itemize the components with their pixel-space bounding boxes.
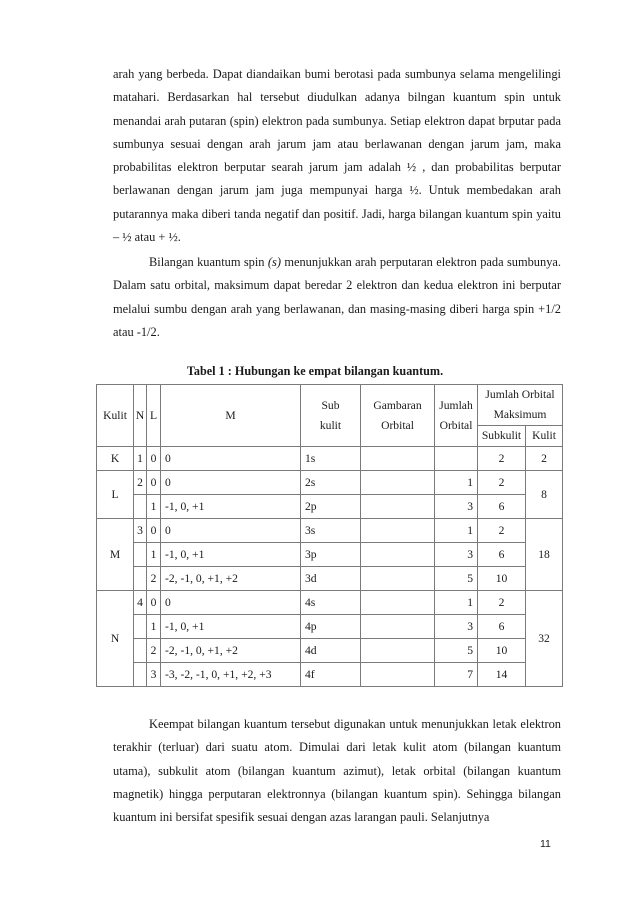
table-row	[97, 567, 563, 591]
cell-subkulit: 4f	[301, 663, 361, 687]
cell-l: 2	[147, 639, 161, 663]
header-gambaran-orbital: Gambaran Orbital	[361, 385, 435, 447]
cell-gambaran	[361, 567, 435, 591]
page-number: 11	[540, 838, 551, 850]
cell-n	[134, 663, 147, 687]
cell-max-kulit: 2	[526, 447, 563, 471]
cell-max-kulit: 32	[526, 591, 563, 687]
quantum-numbers-table	[96, 384, 563, 687]
cell-gambaran	[361, 591, 435, 615]
cell-gambaran	[361, 447, 435, 471]
cell-jumlah-orbital: 5	[435, 567, 478, 591]
cell-max-subkulit: 6	[478, 615, 526, 639]
cell-gambaran	[361, 495, 435, 519]
cell-subkulit: 4d	[301, 639, 361, 663]
cell-gambaran	[361, 615, 435, 639]
header-l: L	[147, 385, 161, 447]
cell-jumlah-orbital: 3	[435, 615, 478, 639]
cell-l: 2	[147, 567, 161, 591]
cell-l: 3	[147, 663, 161, 687]
cell-gambaran	[361, 663, 435, 687]
cell-m: -2, -1, 0, +1, +2	[161, 639, 301, 663]
paragraph-spin-intro: arah yang berbeda. Dapat diandaikan bumi berotasi pada sumbunya selama mengelilingi matahari. Berdasarkan hal tersebut diudulkan adanya bilngan kuantum spin untuk menandai arah putaran (spin) elektron pada sumbunya. Setiap elektron dapat brputar pada sumbunya sesuai dengan arah jarum jam atau berlawanan dengan jarum jam, maka probabilitas elektron berputar searah jarum jam adalah ½ , dan probabilitas berputar berlawanan dengan jarum jam juga mempunyai harga ½. Untuk membedakan arah putarannya maka diberi tanda negatif dan positif. Jadi, harga bilangan kuantum spin yaitu – ½ atau + ½.	[113, 67, 561, 245]
paragraph-quantum-summary: Keempat bilangan kuantum tersebut digunakan untuk menunjukkan letak elektron terakhir (terluar) dari suatu atom. Dimulai dari letak kulit atom (bilangan kuantum utama), subkulit atom (bilangan kuantum azimut), letak orbital (bilangan kuantum magnetik) hingga perputaran elektronnya (bilangan kuantum spin). Sehingga bilangan kuantum ini bersifat spesifik sesuai dengan azas larangan pauli. Selanjutnya	[113, 717, 561, 825]
cell-m: -1, 0, +1	[161, 543, 301, 567]
cell-max-subkulit: 6	[478, 543, 526, 567]
table-row	[97, 591, 563, 615]
header-m: M	[161, 385, 301, 447]
cell-n	[134, 543, 147, 567]
cell-jumlah-orbital: 1	[435, 591, 478, 615]
cell-l: 0	[147, 471, 161, 495]
cell-jumlah-orbital: 1	[435, 519, 478, 543]
header-subkulit: Subkulit	[478, 426, 526, 447]
cell-max-subkulit: 2	[478, 519, 526, 543]
cell-n	[134, 615, 147, 639]
cell-m: -1, 0, +1	[161, 495, 301, 519]
cell-subkulit: 1s	[301, 447, 361, 471]
shell-name: K	[97, 447, 134, 471]
header-n: N	[134, 385, 147, 447]
cell-l: 0	[147, 447, 161, 471]
shell-name: L	[97, 471, 134, 519]
cell-gambaran	[361, 639, 435, 663]
cell-l: 0	[147, 591, 161, 615]
cell-m: -1, 0, +1	[161, 615, 301, 639]
cell-n: 4	[134, 591, 147, 615]
cell-l: 1	[147, 543, 161, 567]
shell-name: M	[97, 519, 134, 591]
table-row	[97, 495, 563, 519]
cell-max-kulit: 8	[526, 471, 563, 519]
table-row	[97, 663, 563, 687]
cell-m: -2, -1, 0, +1, +2	[161, 567, 301, 591]
cell-subkulit: 4s	[301, 591, 361, 615]
cell-subkulit: 2s	[301, 471, 361, 495]
table-row	[97, 447, 563, 471]
cell-max-subkulit: 14	[478, 663, 526, 687]
header-jumlah-orbital-maksimum: Jumlah Orbital Maksimum	[478, 385, 563, 426]
cell-gambaran	[361, 471, 435, 495]
cell-n: 1	[134, 447, 147, 471]
header-jumlah-orbital: Jumlah Orbital	[435, 385, 478, 447]
cell-n: 2	[134, 471, 147, 495]
cell-max-subkulit: 10	[478, 639, 526, 663]
cell-jumlah-orbital: 3	[435, 495, 478, 519]
cell-m: 0	[161, 591, 301, 615]
cell-gambaran	[361, 519, 435, 543]
cell-jumlah-orbital: 5	[435, 639, 478, 663]
cell-max-subkulit: 10	[478, 567, 526, 591]
cell-m: -3, -2, -1, 0, +1, +2, +3	[161, 663, 301, 687]
cell-n	[134, 495, 147, 519]
cell-m: 0	[161, 471, 301, 495]
cell-jumlah-orbital: 1	[435, 471, 478, 495]
spin-symbol: (s)	[267, 255, 281, 269]
cell-jumlah-orbital	[435, 447, 478, 471]
table-caption: Tabel 1 : Hubungan ke empat bilangan kuantum.	[186, 364, 444, 378]
table-header-row	[97, 385, 563, 426]
table-row	[97, 519, 563, 543]
cell-gambaran	[361, 543, 435, 567]
table-row	[97, 639, 563, 663]
table-row	[97, 615, 563, 639]
cell-subkulit: 3d	[301, 567, 361, 591]
cell-n: 3	[134, 519, 147, 543]
cell-m: 0	[161, 519, 301, 543]
table-row	[97, 471, 563, 495]
cell-subkulit: 2p	[301, 495, 361, 519]
cell-max-subkulit: 2	[478, 591, 526, 615]
cell-subkulit: 3p	[301, 543, 361, 567]
cell-max-subkulit: 2	[478, 447, 526, 471]
cell-max-subkulit: 6	[478, 495, 526, 519]
paragraph-text: Bilangan kuantum spin	[149, 255, 268, 269]
cell-n	[134, 639, 147, 663]
table-row	[97, 543, 563, 567]
header-kulit: Kulit	[97, 385, 134, 447]
cell-l: 0	[147, 519, 161, 543]
cell-l: 1	[147, 615, 161, 639]
header-sub-kulit: Sub kulit	[301, 385, 361, 447]
shell-name: N	[97, 591, 134, 687]
cell-l: 1	[147, 495, 161, 519]
cell-max-subkulit: 2	[478, 471, 526, 495]
header-kulit-total: Kulit	[526, 426, 563, 447]
cell-jumlah-orbital: 3	[435, 543, 478, 567]
cell-subkulit: 4p	[301, 615, 361, 639]
cell-n	[134, 567, 147, 591]
cell-max-kulit: 18	[526, 519, 563, 591]
paragraph-spin-quantum-number	[113, 251, 561, 344]
cell-jumlah-orbital: 7	[435, 663, 478, 687]
cell-m: 0	[161, 447, 301, 471]
cell-subkulit: 3s	[301, 519, 361, 543]
paragraph-text: menunjukkan arah perputaran elektron pada sumbunya. Dalam satu orbital, maksimum dapat beredar 2 elektron dan kedua elektron ini berputar melalui sumbu dengan arah yang berlawanan, dan masing-masing diberi harga spin +1/2 atau -1/2.	[113, 255, 561, 339]
